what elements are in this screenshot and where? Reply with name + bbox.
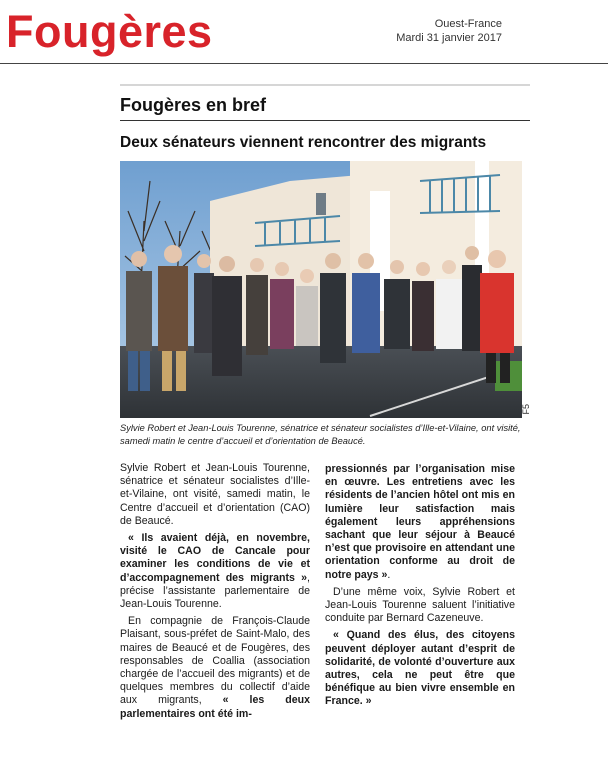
publication-date: Mardi 31 janvier 2017 (396, 32, 502, 44)
article-column-1 (120, 462, 310, 725)
section-title: Fougères en bref (120, 95, 267, 115)
paragraph: Sylvie Robert et Jean-Louis Tourenne, sénatrice et sénateur socialistes d’Ille-et-Vilaine, ont visité, samedi matin, le Centre d’accueil et d’orientation (CAO) de Beaucé. (120, 462, 310, 527)
paragraph (325, 463, 515, 582)
quote: « Ils avaient déjà, en novembre, visité le CAO de Cancale pour examiner les conditions de vie et d’accompagnement des migrants » (120, 532, 310, 584)
publication-info (396, 17, 502, 45)
quote: « Quand des élus, des citoyens peuvent déployer autant d’esprit de solidarité, de volonté d’ouverture aux autres, cela ne peut être que bénéfique au bien vivre ensemble en France. » (325, 629, 515, 708)
quote: pressionnés par l’organisation mise en œuvre. Les entretiens avec les résidents de l’ancien hôtel ont mis en lumière leur satisfaction mais également leurs appréhensions sachant que leur séjour à Beaucé n’est que provisoire en attendant une orientation conforme au droit de notre pays » (325, 463, 515, 581)
photo-caption: Sylvie Robert et Jean-Louis Tourenne, sénatrice et sénateur socialistes d’Ille-et-Vilaine, ont visité, samedi matin le centre d’accueil et d’orientation de Beaucé. (120, 423, 521, 446)
masthead-divider (0, 63, 608, 64)
article-column-2 (325, 463, 515, 713)
quote: « les deux parlementaires ont été im- (120, 694, 310, 720)
paragraph (120, 615, 310, 721)
section-divider (120, 120, 530, 121)
paragraph-text: . (387, 568, 391, 581)
paragraph-text: En compagnie de François-Claude Plaisant, sous-préfet de Saint-Malo, des maires de Beaucé et de Fougères, des responsables de Coallia (association chargée de l’accueil des migrants) et de quelques membres du collectif d’aide aux migrants, (120, 615, 310, 707)
photo-credit: F5 (521, 404, 531, 415)
masthead-title: Fougères (6, 6, 213, 57)
article-headline: Deux sénateurs viennent rencontrer des migrants (120, 134, 487, 151)
section-top-divider (120, 84, 530, 86)
paragraph-text: , précise l’assistante parlementaire de Jean-Louis Tourenne. (120, 571, 310, 611)
paragraph: D’une même voix, Sylvie Robert et Jean-Louis Tourenne saluent l’initiative conduite par Bernard Cazeneuve. (325, 585, 515, 625)
paragraph (120, 532, 310, 611)
publication-name: Ouest-France (434, 18, 502, 30)
article-photo (120, 161, 522, 418)
